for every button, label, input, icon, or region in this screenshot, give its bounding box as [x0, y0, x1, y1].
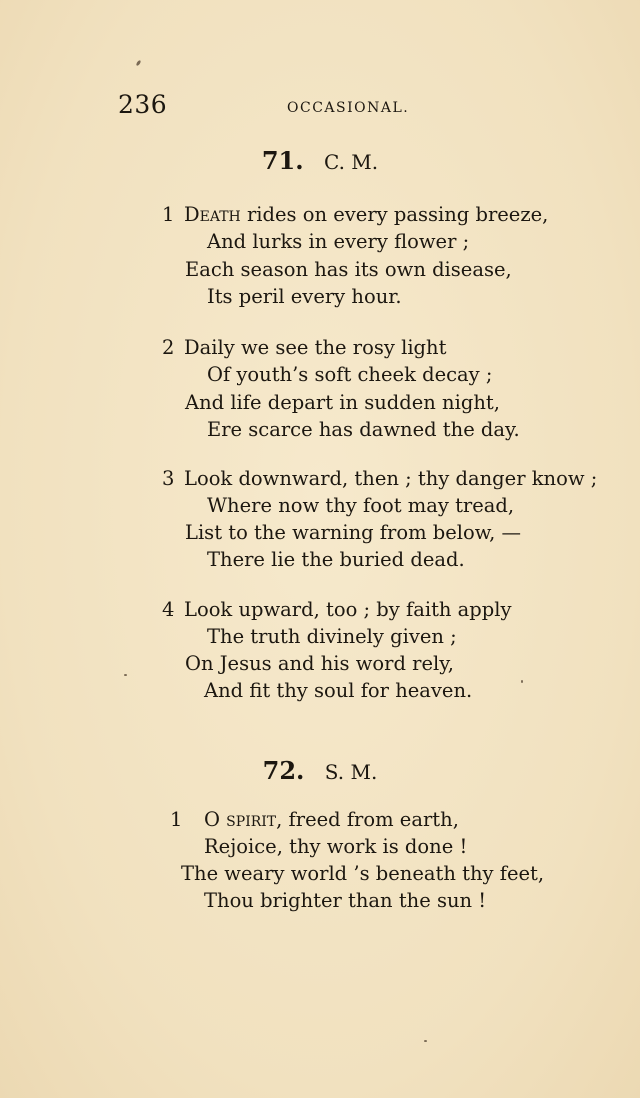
hymn-heading	[0, 146, 640, 175]
stanza-number: 2	[162, 336, 175, 359]
paper-speck	[136, 60, 142, 67]
verse-line: Of youth’s soft cheek decay ;	[207, 363, 493, 386]
verse-line: Each season has its own disease,	[185, 258, 512, 281]
hymn-heading	[0, 756, 640, 785]
paper-speck	[521, 680, 523, 683]
hymn-meter: C. M.	[323, 150, 379, 174]
verse-text: Look upward, too ; by faith apply	[184, 598, 512, 621]
verse-line: And lurks in every flower ;	[207, 230, 470, 253]
verse-line: Its peril every hour.	[207, 285, 402, 308]
running-head: OCCASIONAL.	[287, 100, 410, 116]
verse-line: The truth divinely given ;	[207, 625, 457, 648]
first-word: O spirit	[204, 808, 277, 831]
stanza-number: 1	[170, 808, 183, 831]
hymn-number: 72.	[262, 756, 305, 785]
verse-text: , freed from earth,	[276, 808, 459, 831]
stanza-number: 1	[162, 203, 175, 226]
verse-line: And life depart in sudden night,	[185, 391, 500, 414]
paper-speck	[424, 1040, 427, 1042]
verse-line	[162, 203, 548, 226]
page-number: 236	[118, 90, 168, 119]
verse-line: Where now thy foot may tread,	[207, 494, 515, 517]
verse-line: Rejoice, thy work is done !	[204, 835, 468, 858]
first-word: Death	[184, 203, 241, 226]
paper-speck	[124, 674, 127, 676]
stanza-number: 3	[162, 467, 175, 490]
verse-line: Ere scarce has dawned the day.	[207, 418, 520, 441]
verse-line: And fit thy soul for heaven.	[204, 679, 473, 702]
verse-line: List to the warning from below, —	[185, 521, 522, 544]
verse-line	[170, 808, 459, 831]
verse-line: The weary world ’s beneath thy feet,	[181, 862, 545, 885]
stanza-number: 4	[162, 598, 175, 621]
verse-line: There lie the buried dead.	[207, 548, 465, 571]
verse-line: Thou brighter than the sun !	[204, 889, 487, 912]
verse-text: rides on every passing breeze,	[240, 203, 549, 226]
verse-line: On Jesus and his word rely,	[185, 652, 454, 675]
hymn-number: 71.	[261, 146, 304, 175]
verse-line	[162, 598, 512, 621]
verse-line	[162, 336, 446, 359]
verse-line	[162, 467, 597, 490]
verse-text: Daily we see the rosy light	[184, 336, 447, 359]
hymn-meter: S. M.	[324, 760, 378, 784]
verse-text: Look downward, then ; thy danger know ;	[184, 467, 598, 490]
